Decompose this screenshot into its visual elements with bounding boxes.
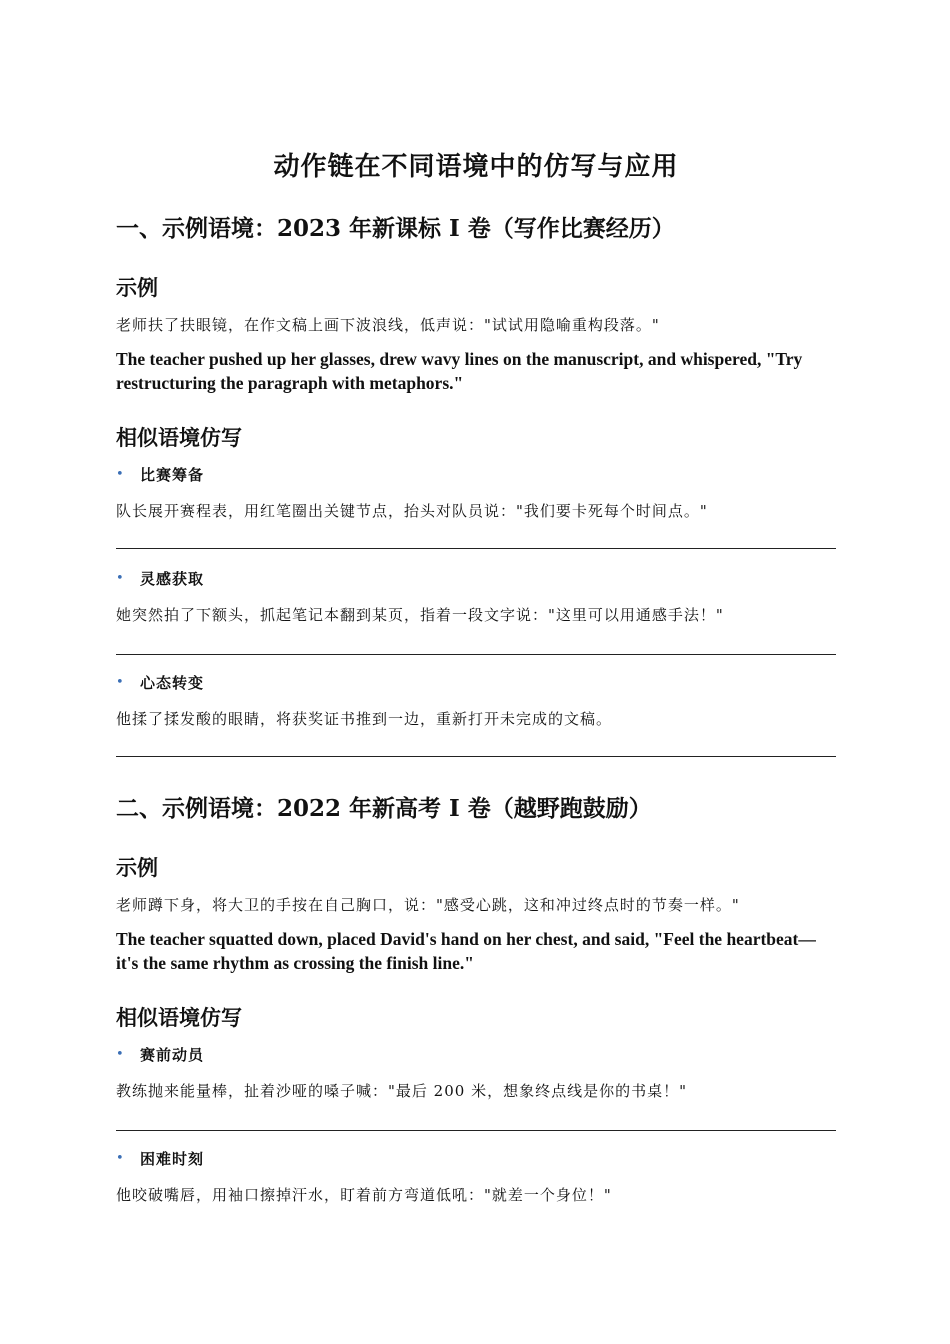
- item-prompt-text: 他揉了揉发酸的眼睛，将获奖证书推到一边，重新打开未完成的文稿。: [116, 710, 613, 728]
- section-2-heading: 二、示例语境：2022 年新高考 Ⅰ 卷（越野跑鼓励）: [116, 795, 652, 822]
- item-label: 灵感获取: [140, 570, 205, 588]
- answer-line[interactable]: [116, 1130, 836, 1131]
- section-2-item-1: [116, 1044, 204, 1065]
- section-2-example-en: The teacher squatted down, placed David's hand on her chest, and said, "Feel the heartbeat—it's the same rhythm as crossing the finish line.": [116, 929, 816, 973]
- answer-line[interactable]: [116, 756, 836, 757]
- document-title: 动作链在不同语境中的仿写与应用: [273, 152, 679, 182]
- item-prompt-text: 队长展开赛程表，用红笔圈出关键节点，抬头对队员说："我们要卡死每个时间点。": [116, 502, 708, 520]
- answer-line[interactable]: [116, 654, 836, 655]
- item-label: 比赛筹备: [140, 466, 205, 484]
- item-prompt-text: 他咬破嘴唇，用袖口擦掉汗水，盯着前方弯道低吼："就差一个身位！": [116, 1186, 612, 1204]
- bullet-icon: •: [116, 1047, 124, 1062]
- item-label: 赛前动员: [140, 1046, 205, 1064]
- item-prompt-text: 教练抛来能量棒，扯着沙哑的嗓子喊："最后 200 米，想象终点线是你的书桌！": [116, 1082, 687, 1100]
- section-1-example-label: 示例: [116, 275, 158, 300]
- bullet-icon: •: [116, 571, 124, 586]
- answer-line[interactable]: [116, 548, 836, 549]
- bullet-icon: •: [116, 675, 124, 690]
- section-1-item-1: [116, 464, 204, 485]
- section-2-item-2: [116, 1148, 204, 1169]
- section-1-item-3: [116, 672, 204, 693]
- section-1-example-en: The teacher pushed up her glasses, drew wavy lines on the manuscript, and whispered, "Try restructuring the paragraph with metaphors.": [116, 349, 803, 393]
- section-2-example-cn: 老师蹲下身，将大卫的手按在自己胸口，说："感受心跳，这和冲过终点时的节奏一样。": [116, 896, 740, 914]
- bullet-icon: •: [116, 467, 124, 482]
- section-1-heading: 一、示例语境：2023 年新课标 Ⅰ 卷（写作比赛经历）: [116, 215, 675, 242]
- section-2-imitation-label: 相似语境仿写: [116, 1005, 242, 1030]
- item-label: 心态转变: [140, 674, 205, 692]
- bullet-icon: •: [116, 1151, 124, 1166]
- item-prompt-text: 她突然拍了下额头，抓起笔记本翻到某页，指着一段文字说："这里可以用通感手法！": [116, 606, 724, 624]
- section-1-example-cn: 老师扶了扶眼镜，在作文稿上画下波浪线，低声说："试试用隐喻重构段落。": [116, 316, 660, 334]
- section-1-imitation-label: 相似语境仿写: [116, 425, 242, 450]
- section-1-item-2: [116, 568, 204, 589]
- item-label: 困难时刻: [140, 1150, 205, 1168]
- section-2-example-label: 示例: [116, 855, 158, 880]
